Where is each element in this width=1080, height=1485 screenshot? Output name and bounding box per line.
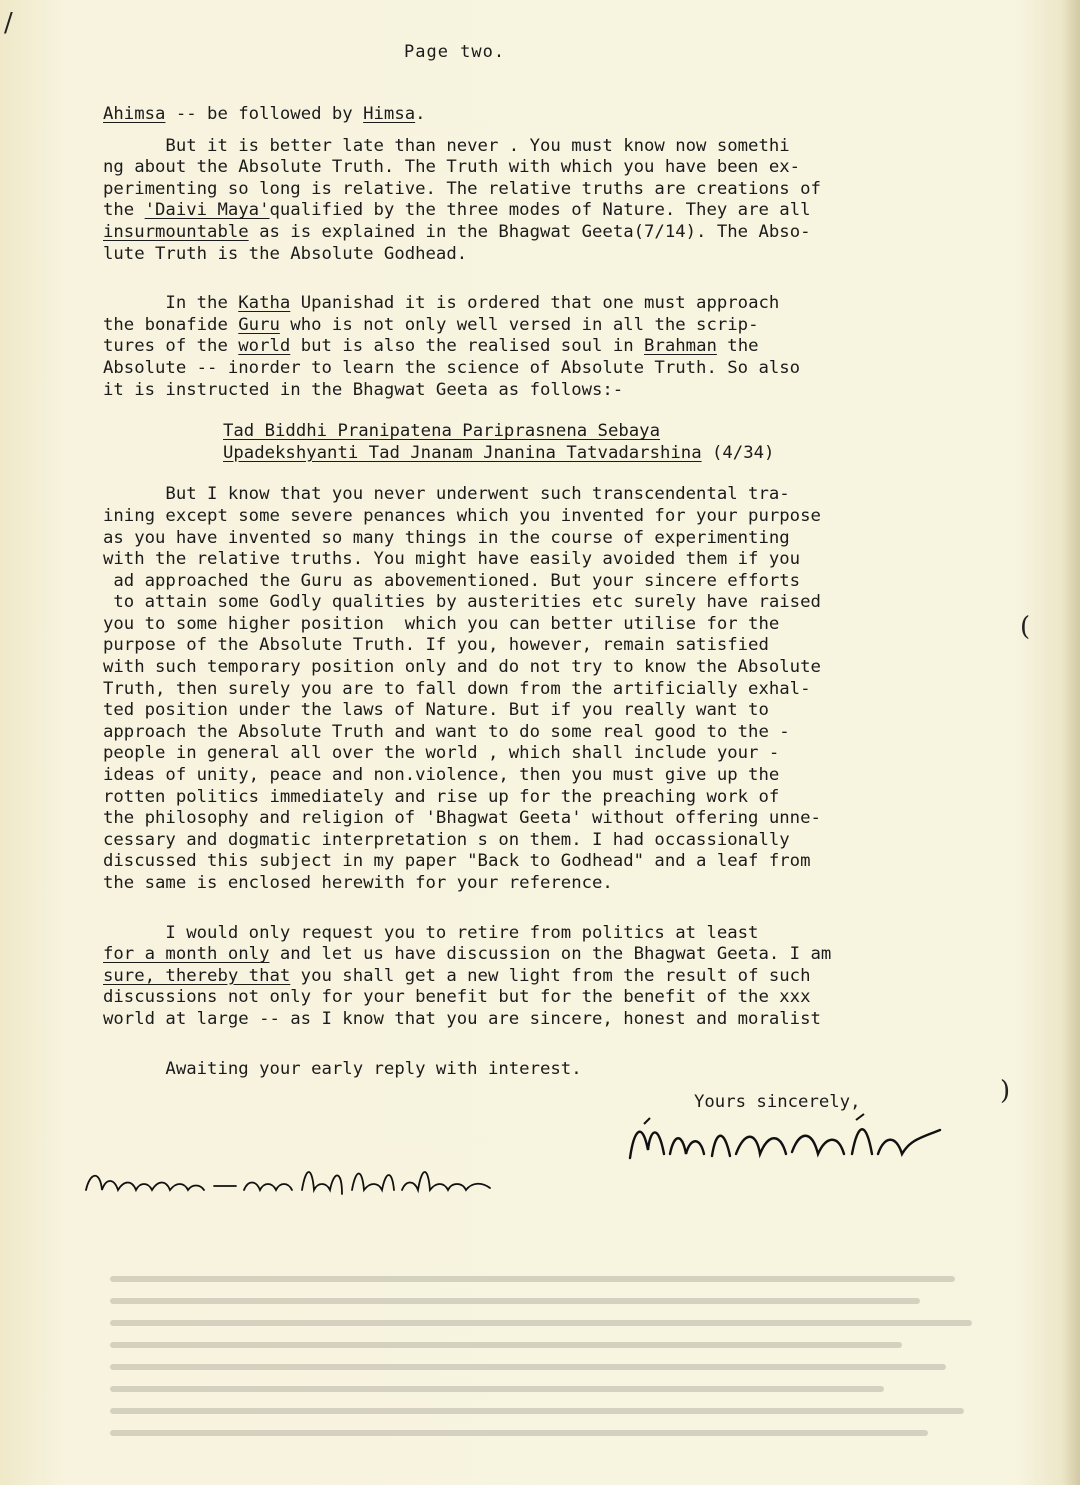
- underlined-text: Himsa: [363, 104, 416, 124]
- text-line: [103, 571, 1003, 593]
- reverse-side-bleed-through: [110, 1260, 990, 1480]
- text-run: but is also the realised soul in: [290, 336, 645, 357]
- text-line: [103, 808, 1003, 830]
- text-run: cessary and dogmatic interpretation s on them. I had occassionally: [103, 829, 790, 850]
- text-run: lute Truth is the Absolute Godhead.: [103, 243, 468, 264]
- paragraph-gap: [103, 895, 1003, 923]
- page-edge-shadow: [1062, 0, 1080, 1485]
- text-run: perimenting so long is relative. The relative truths are creations of: [103, 178, 821, 199]
- text-line: [103, 743, 1003, 765]
- text-run: with the relative truths. You might have easily avoided them if you: [103, 549, 801, 570]
- text-line: [103, 787, 1003, 809]
- text-run: with such temporary position only and do not try to know the Absolute: [103, 657, 821, 678]
- underlined-text: insurmountable: [103, 221, 249, 242]
- text-line: [103, 966, 1003, 988]
- text-run: Absolute -- inorder to learn the science of Absolute Truth. So also: [103, 357, 801, 378]
- paragraph: [103, 104, 1003, 126]
- text-run: who is not only well versed in all the scrip-: [279, 314, 759, 335]
- paragraph-gap: [103, 1031, 1003, 1059]
- text-run: the philosophy and religion of 'Bhagwat Geeta' without offering unne-: [103, 808, 821, 829]
- text-line: [103, 1059, 1003, 1081]
- text-run: Awaiting your early reply with interest.: [103, 1058, 582, 1079]
- text-run: .: [415, 104, 426, 124]
- text-run: and let us have discussion on the Bhagwat Geeta. I am: [269, 944, 832, 965]
- text-run: purpose of the Absolute Truth. If you, however, remain satisfied: [103, 635, 769, 656]
- handwritten-signature: [620, 1110, 960, 1170]
- text-line: [103, 222, 1003, 244]
- paragraph: [103, 484, 1003, 894]
- text-run: you to some higher position which you can better utilise for the: [103, 613, 780, 634]
- closing-salutation: Yours sincerely,: [694, 1092, 861, 1112]
- text-run: discussed this subject in my paper "Back to Godhead" and a leaf from: [103, 851, 811, 872]
- underlined-text: Upadekshyanti Tad Jnanam Jnanina Tatvadarshina: [223, 442, 702, 463]
- text-line: [103, 104, 1003, 126]
- text-run: you shall get a new light from the result of such: [290, 965, 811, 986]
- text-run: rotten politics immediately and rise up for the preaching work of: [103, 786, 780, 807]
- text-run: ad approached the Guru as abovementioned. But your sincere efforts: [103, 570, 801, 591]
- text-line: [103, 244, 1003, 266]
- text-line: [103, 923, 1003, 945]
- text-line: [103, 987, 1003, 1009]
- text-run: the: [103, 200, 145, 221]
- underlined-text: Katha: [238, 293, 291, 314]
- letter-body: [103, 104, 1003, 1080]
- paragraph-gap: [103, 126, 1003, 136]
- text-run: discussions not only for your benefit but for the benefit of the xxx: [103, 987, 811, 1008]
- paragraph: [103, 923, 1003, 1031]
- text-line: [103, 484, 1003, 506]
- text-line: [103, 851, 1003, 873]
- text-line: [103, 944, 1003, 966]
- text-run: as you have invented so many things in the course of experimenting: [103, 527, 790, 548]
- paragraph: [103, 136, 1003, 266]
- text-line: [103, 679, 1003, 701]
- text-line: [103, 358, 1003, 380]
- text-run: the: [716, 336, 759, 357]
- underlined-text: 'Daivi Maya': [144, 200, 270, 221]
- text-line: [103, 657, 1003, 679]
- underlined-text: Tad Biddhi Pranipatena Pariprasnena Sebaya: [223, 421, 660, 442]
- text-line: [103, 614, 1003, 636]
- text-run: In the: [103, 293, 239, 314]
- text-line: [103, 506, 1003, 528]
- text-line: [103, 157, 1003, 179]
- text-line: [103, 1009, 1003, 1031]
- text-line: [103, 315, 1003, 337]
- underlined-text: sure, thereby that: [103, 965, 291, 986]
- text-run: as is explained in the Bhagwat Geeta(7/14). The Abso-: [248, 221, 811, 242]
- text-line: [103, 179, 1003, 201]
- margin-bracket-mark: (: [1020, 612, 1031, 642]
- underlined-text: world: [238, 336, 291, 357]
- verse-quote: [103, 421, 1003, 464]
- text-run: ideas of unity, peace and non.violence, then you must give up the: [103, 765, 780, 786]
- text-run: Truth, then surely you are to fall down from the artificially exhal-: [103, 678, 811, 699]
- text-run: it is instructed in the Bhagwat Geeta as follows:-: [103, 379, 624, 400]
- text-run: ining except some severe penances which you invented for your purpose: [103, 505, 821, 526]
- text-run: people in general all over the world , which shall include your -: [103, 743, 780, 764]
- paragraph: [103, 1059, 1003, 1081]
- text-line: [103, 700, 1003, 722]
- paragraph-gap: [103, 464, 1003, 484]
- text-line: [103, 293, 1003, 315]
- text-run: to attain some Godly qualities by austerities etc surely have raised: [103, 592, 821, 613]
- text-run: ted position under the laws of Nature. But if you really want to: [103, 700, 769, 721]
- underlined-text: for a month only: [103, 944, 270, 965]
- text-run: tures of the: [103, 336, 239, 357]
- text-line: [103, 722, 1003, 744]
- paragraph-gap: [103, 265, 1003, 293]
- text-line: [103, 830, 1003, 852]
- text-run: -- be followed by: [165, 104, 364, 124]
- text-line: [103, 765, 1003, 787]
- text-run: But I know that you never underwent such transcendental tra-: [103, 484, 790, 505]
- text-line: [103, 380, 1003, 402]
- underlined-text: Guru: [238, 314, 280, 335]
- paragraph-gap: [103, 401, 1003, 421]
- text-run: qualified by the three modes of Nature. They are all: [269, 200, 811, 221]
- text-line: [103, 136, 1003, 158]
- text-run: world at large -- as I know that you are sincere, honest and moralist: [103, 1008, 821, 1029]
- text-line: [223, 421, 1003, 443]
- text-run: I would only request you to retire from politics at least: [103, 922, 759, 943]
- text-line: [103, 635, 1003, 657]
- text-line: [103, 592, 1003, 614]
- page-header: Page two.: [404, 42, 506, 62]
- text-run: ng about the Absolute Truth. The Truth with which you have been ex-: [103, 157, 801, 178]
- text-line: [103, 200, 1003, 222]
- text-run: the bonafide: [103, 314, 239, 335]
- text-line: [103, 336, 1003, 358]
- text-line: [103, 873, 1003, 895]
- corner-pen-mark: /: [4, 8, 13, 38]
- text-line: [223, 443, 1003, 465]
- text-run: But it is better late than never . You must know now somethi: [103, 135, 790, 156]
- text-line: [103, 528, 1003, 550]
- underlined-text: Brahman: [644, 336, 717, 357]
- text-run: the same is enclosed herewith for your reference.: [103, 873, 613, 893]
- text-run: (4/34): [701, 442, 775, 463]
- text-run: Upanishad it is ordered that one must approach: [290, 293, 780, 314]
- underlined-text: Ahimsa: [103, 104, 166, 124]
- handwritten-enclosure-note: [80, 1160, 500, 1204]
- text-run: approach the Absolute Truth and want to do some real good to the -: [103, 721, 790, 742]
- paragraph: [103, 293, 1003, 401]
- text-line: [103, 549, 1003, 571]
- margin-paren-mark: ): [1000, 1076, 1011, 1106]
